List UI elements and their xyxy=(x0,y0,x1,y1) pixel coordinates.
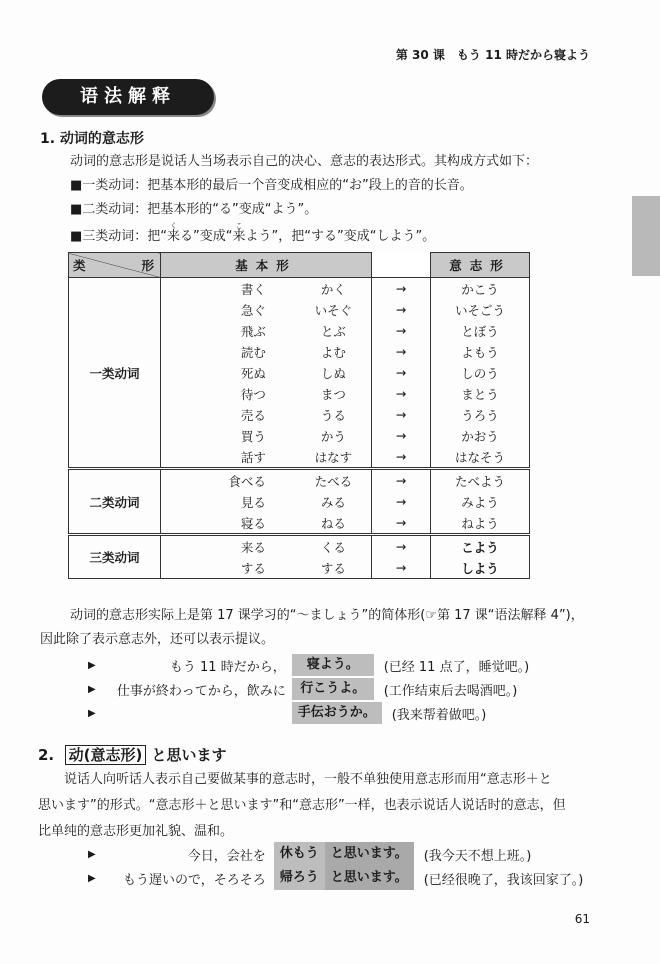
arrow: → xyxy=(372,383,431,404)
s2-para-1: 说话人向听话人表示自己要做某事的意志时，一般不单独使用意志形而用“意志形＋と xyxy=(64,772,552,787)
verb-class: 三类动词 xyxy=(69,535,161,579)
rule-1: ■一类动词：把基本形的最后一个音变成相应的“お”段上的音的长音。 xyxy=(70,178,473,193)
kana-form: する xyxy=(296,557,372,579)
example-prefix: もう遅いので，そろそろ xyxy=(122,872,266,888)
volitional-form: かおう xyxy=(431,425,530,446)
bullet-icon: ▶ xyxy=(88,848,96,860)
omou-highlight: と思います。 xyxy=(325,866,414,890)
kanji-form: 買う xyxy=(161,425,296,446)
kanji-form: 寝る xyxy=(161,512,296,535)
kanji-form: 話す xyxy=(161,446,296,469)
conjugation-table xyxy=(68,252,530,579)
example-prefix: 今日，会社を xyxy=(187,848,266,864)
arrow: → xyxy=(372,557,431,579)
translation: (已经很晚了，我该回家了。) xyxy=(423,872,584,888)
t: ■三类动词：把“ xyxy=(70,229,168,244)
volitional-highlight: 手伝おうか。 xyxy=(292,702,382,724)
kana-form: うる xyxy=(296,404,372,425)
chapter-tab-marker xyxy=(632,196,660,276)
examples-2 xyxy=(88,842,648,890)
arrow: → xyxy=(372,341,431,362)
arrow: → xyxy=(372,299,431,320)
arrow: → xyxy=(372,512,431,535)
kana-form: よむ xyxy=(296,341,372,362)
t: 来 xyxy=(167,229,181,244)
intro-text: 动词的意志形是说话人当场表示自己的决心、意志的表达形式。其构成方式如下： xyxy=(70,154,539,169)
boxed-pattern: 动(意志形) xyxy=(65,745,147,765)
verb-class: 二类动词 xyxy=(69,469,161,535)
t: 形 xyxy=(141,258,154,273)
kanji-form: 売る xyxy=(161,404,296,425)
t: 类 xyxy=(73,258,86,273)
kana-form: かう xyxy=(296,425,372,446)
kana-form: みる xyxy=(296,491,372,512)
section-2-title xyxy=(38,744,227,765)
table-row xyxy=(69,278,530,300)
arrow: → xyxy=(372,535,431,558)
volitional-highlight: 行こうよ。 xyxy=(292,678,374,700)
arrow: → xyxy=(372,425,431,446)
example-sentence xyxy=(88,702,628,724)
volitional-highlight: 帰ろう xyxy=(274,866,325,890)
kana-form: まつ xyxy=(296,383,372,404)
kanji-form: 書く xyxy=(161,278,296,300)
kana-form: いそぐ xyxy=(296,299,372,320)
bullet-icon: ▶ xyxy=(88,872,96,884)
arrow: → xyxy=(372,446,431,469)
table-row xyxy=(69,535,530,558)
s2-para-2: 思います”的形式。“意志形＋と思います”和“意志形”一样，也表示说话人说话时的意志，但 xyxy=(38,798,566,813)
s2-para-3: 比单纯的意志形更加礼貌、温和。 xyxy=(38,824,234,839)
volitional-highlight: 寝よう。 xyxy=(292,654,374,676)
t: 来 xyxy=(232,229,246,244)
table-row xyxy=(69,469,530,492)
example-prefix: 仕事が終わってから，飲みに xyxy=(116,683,286,699)
furigana: く xyxy=(167,222,181,230)
furigana: こ xyxy=(232,222,246,230)
examples-1 xyxy=(88,654,628,726)
arrow: → xyxy=(372,320,431,341)
note-line-1: 动词的意志形实际上是第 17 课学习的“～ましょう”的简体形(☞第 17 课“语法解释 4”)， xyxy=(70,608,584,623)
kanji-form: 死ぬ xyxy=(161,362,296,383)
volitional-form: とぼう xyxy=(431,320,530,341)
bullet-icon: ▶ xyxy=(88,683,96,695)
section-banner: 语法解释 xyxy=(42,79,214,115)
volitional-form: たべよう xyxy=(431,469,530,492)
kanji-form: 読む xyxy=(161,341,296,362)
bullet-icon: ▶ xyxy=(88,707,96,719)
example-prefix: もう 11 時だから， xyxy=(169,659,286,675)
example-sentence xyxy=(88,866,648,890)
t: と思います xyxy=(151,746,227,764)
kana-form: しぬ xyxy=(296,362,372,383)
kana-form: かく xyxy=(296,278,372,300)
header-basic-form: 基本形 xyxy=(161,253,372,278)
volitional-form: いそごう xyxy=(431,299,530,320)
arrow: → xyxy=(372,362,431,383)
kana-form: たべる xyxy=(296,469,372,492)
volitional-form: しのう xyxy=(431,362,530,383)
kanji-form: 来る xyxy=(161,535,296,558)
t: よう”，把“する”变成“しよう”。 xyxy=(245,229,436,244)
note-line-2: 因此除了表示意志外，还可以表示提议。 xyxy=(40,632,275,647)
volitional-form: かこう xyxy=(431,278,530,300)
translation: (我今天不想上班。) xyxy=(423,848,532,864)
volitional-form: よもう xyxy=(431,341,530,362)
kanji-form: 見る xyxy=(161,491,296,512)
volitional-form: まとう xyxy=(431,383,530,404)
kanji-form: する xyxy=(161,557,296,579)
kanji-form: 急ぐ xyxy=(161,299,296,320)
omou-highlight: と思います。 xyxy=(325,842,414,866)
header-class-form xyxy=(69,253,161,278)
volitional-form: うろう xyxy=(431,404,530,425)
header-volitional-form: 意志形 xyxy=(431,253,530,278)
bullet-icon: ▶ xyxy=(88,659,96,671)
kana-form: はなす xyxy=(296,446,372,469)
t: 2. xyxy=(38,746,55,764)
section-1-title: 1. 动词的意志形 xyxy=(40,131,144,147)
page-number: 61 xyxy=(574,912,590,926)
example-sentence xyxy=(88,654,628,676)
kana-form: とぶ xyxy=(296,320,372,341)
kanji-form: 食べる xyxy=(161,469,296,492)
verb-class: 一类动词 xyxy=(69,278,161,469)
volitional-form: ねよう xyxy=(431,512,530,535)
arrow: → xyxy=(372,469,431,492)
arrow: → xyxy=(372,278,431,300)
example-sentence xyxy=(88,678,628,700)
kana-form: くる xyxy=(296,535,372,558)
translation: (我来帮着做吧。) xyxy=(391,707,487,723)
translation: (已经 11 点了，睡觉吧。) xyxy=(383,659,530,675)
t: る”变成“ xyxy=(180,229,233,244)
header-gap xyxy=(372,253,431,278)
arrow: → xyxy=(372,404,431,425)
volitional-form: はなそう xyxy=(431,446,530,469)
volitional-highlight: 休もう xyxy=(274,842,325,866)
example-sentence xyxy=(88,842,648,866)
kanji-form: 飛ぶ xyxy=(161,320,296,341)
running-header: 第 30 课 もう 11 時だから寝よう xyxy=(395,48,590,62)
translation: (工作结束后去喝酒吧。) xyxy=(383,683,518,699)
volitional-form: こよう xyxy=(431,535,530,558)
volitional-form: みよう xyxy=(431,491,530,512)
rule-2: ■二类动词：把基本形的“る”变成“よう”。 xyxy=(70,202,318,217)
arrow: → xyxy=(372,491,431,512)
kana-form: ねる xyxy=(296,512,372,535)
kanji-form: 待つ xyxy=(161,383,296,404)
rule-3 xyxy=(70,222,435,249)
volitional-form: しよう xyxy=(431,557,530,579)
